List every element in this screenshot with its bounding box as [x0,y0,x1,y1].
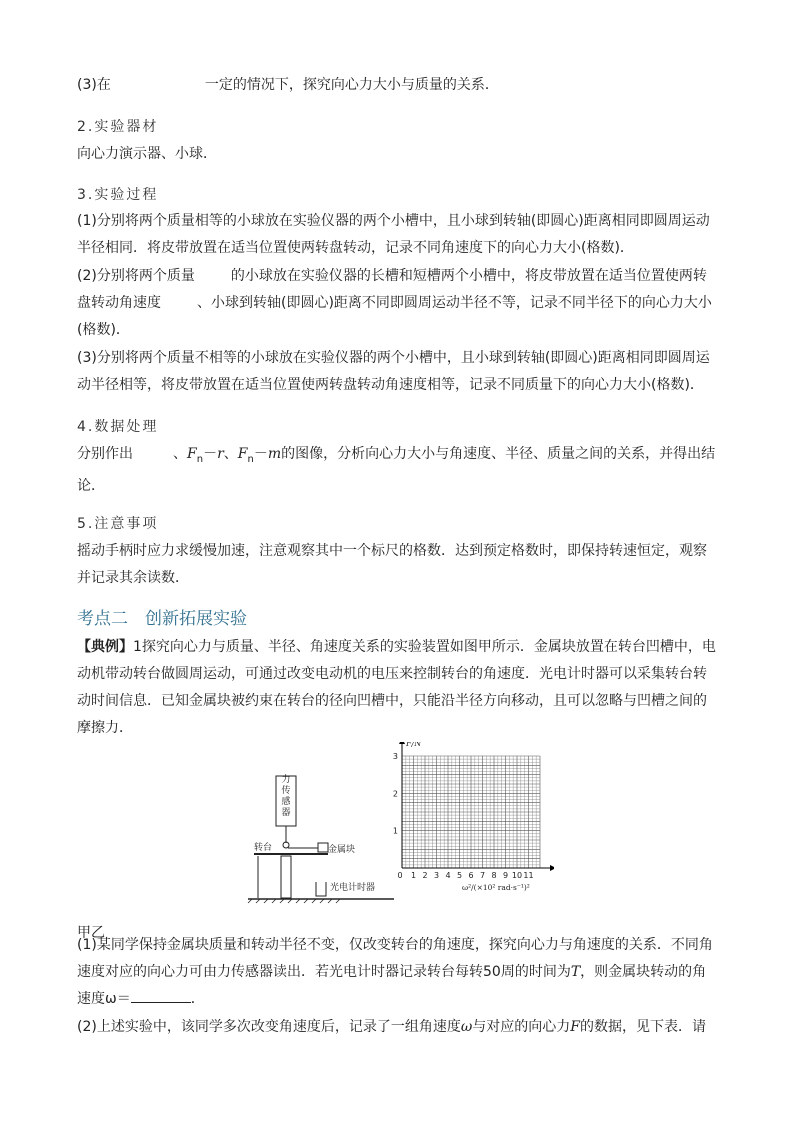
section-5-text: 摇动手柄时应力求缓慢加速，注意观察其中一个标尺的格数．达到预定格数时，即保持转速恒定，观察并记录其余读数． [77,543,707,586]
x-axis-label: ω²/(×10² rad·s⁻¹)² [462,883,530,892]
photo-timer-shape [316,882,326,896]
section-4-heading: 4.数据处理 [77,419,159,435]
x-tick-label: 5 [456,871,463,880]
x-tick-label: 11 [523,871,534,880]
item-3 [77,72,717,99]
x-tick-label: 1 [410,871,417,880]
x-tick-label: 7 [479,871,486,880]
section-4-text: 分别作出 、$F_n-r$、$F_n-m$的图像，分析向心力大小与角速度、半径、质量之间的关系，并得出结论． [77,446,716,494]
answer-blank[interactable] [131,988,191,1003]
section-2-heading: 2.实验器材 [77,119,159,135]
step-1: (1)分别将两个质量相等的小球放在实验仪器的两个小槽中，且小球到转轴(即圆心)距离相同即圆周运动半径相同．将皮带放置在适当位置使两转盘转动，记录不同角速度下的向心力大小(格数)． [77,213,710,256]
example-text: 【典例】1探究向心力与质量、半径、角速度关系的实验装置如图甲所示．金属块放置在转台凹槽中，电动机带动转台做圆周运动，可通过改变电动机的电压来控制转台的角速度．光电计时器可以采集转台转动时间信息．已知金属块被约束在转台的径向凹槽中，只能沿半径方向移动，且可以忽略与凹槽之间的摩擦力． [77,639,716,736]
y-axis-label: F/N [406,742,422,748]
sensor-label: 力传感器 [281,775,291,818]
x-tick-label: 10 [511,871,523,880]
figure-caption: 甲乙 [77,925,105,941]
question-2: (2)上述实验中，该同学多次改变角速度后，记录了一组角速度ω与对应的向心力F的数据，见下表．请 [77,1019,706,1035]
experiment-figure [244,742,554,904]
item-3-lead: (3)在 [77,77,111,93]
turntable-label: 转台 [254,843,273,853]
item-3-rest: 一定的情况下，探究向心力大小与质量的关系． [204,77,499,93]
x-tick-label: 8 [491,871,497,880]
x-tick-label: 4 [445,871,451,880]
y-tick-label: 3 [392,752,398,761]
y-tick-label: 2 [392,789,398,799]
metal-block-shape [318,843,328,852]
x-tick-label: 3 [433,871,440,880]
x-tick-label: 9 [502,871,509,880]
x-tick-label: 6 [468,871,474,880]
topic-2-heading: 考点二 创新拓展实验 [77,609,247,629]
y-axis-arrow [399,742,405,744]
section-5-heading: 5.注意事项 [77,516,159,532]
block-label: 金属块 [328,845,356,855]
section-3-heading: 3.实验过程 [77,187,159,203]
step-3: (3)分别将两个质量不相等的小球放在实验仪器的两个小槽中，且小球到转轴(即圆心)距离相同即圆周运动半径相等，将皮带放置在适当位置使两转盘转动角速度相等，记录不同质量下的向心力大小(格数)． [77,350,710,393]
step-2: (2)分别将两个质量 的小球放在实验仪器的长槽和短槽两个小槽中，将皮带放置在适当位置使两转盘转动角速度 、小球到转轴(即圆心)距离不同即圆周运动半径不等，记录不同半径下的向心力大小(格数)． [77,268,712,338]
x-axis-arrow [550,865,554,871]
motor-shaft [281,856,291,898]
x-tick-label: 0 [397,871,403,880]
section-2-text: 向心力演示器、小球． [77,146,217,162]
grid-chart [393,742,554,892]
question-1: (1)某同学保持金属块质量和转动半径不变，仅改变转台的角速度，探究向心力与角速度的关系．不同角速度对应的向心力可由力传感器读出．若光电计时器记录转台每转50周的时间为T，则金属块转动的角速度ω＝ ． [77,937,713,1007]
timer-label: 光电计时器 [330,883,376,893]
x-tick-label: 2 [422,871,428,880]
y-tick-label: 1 [392,826,398,836]
